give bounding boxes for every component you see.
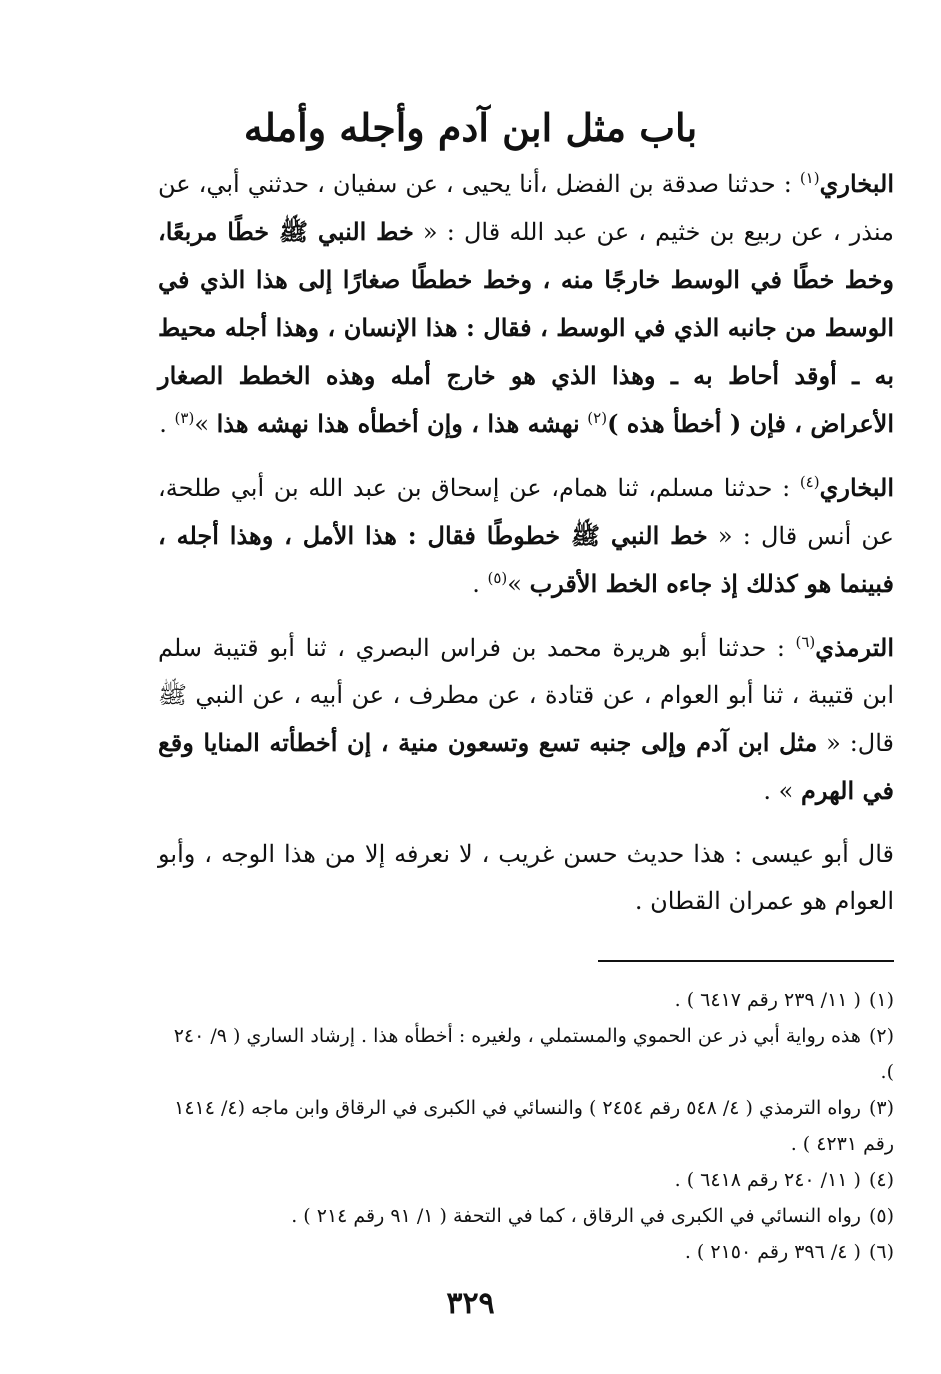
quote-close: » (194, 410, 209, 438)
page-number: ٣٢٩ (446, 1286, 495, 1321)
footnote-ref[interactable]: (٣) (174, 409, 195, 427)
footnote-ref[interactable]: (١) (799, 169, 820, 187)
isnad-text: : حدثنا مسلم، ثنا همام، عن إسحاق بن عبد الله بن أبي طلحة، عن أنس قال : « (158, 474, 894, 550)
footnote-number: (٥) (868, 1205, 894, 1227)
footnote-number: (٢) (868, 1025, 894, 1047)
footnote-ref[interactable]: (٢) (587, 409, 608, 427)
period: . (159, 410, 167, 438)
footnote-item (158, 1234, 894, 1270)
footnote-text: رواه النسائي في الكبرى في الرقاق ، كما في التحفة ( ١/ ٩١ رقم ٢١٤ ) . (291, 1205, 861, 1227)
hadith-paragraph-3 (158, 624, 894, 815)
hadith-paragraph-1 (158, 160, 894, 448)
footnote-text: رواه الترمذي ( ٤/ ٥٤٨ رقم ٢٤٥٤ ) والنسائي في الكبرى في الرقاق وابن ماجه (٤/ ١٤١٤ رقم ٤٢٣١ ) . (174, 1097, 894, 1155)
quote-close: » . (763, 777, 794, 805)
matn-text: مثل ابن آدم وإلى جنبه تسع وتسعون منية ، إن أخطأته المنايا وقع في الهرم (158, 728, 894, 805)
footnote-ref[interactable]: (٦) (795, 633, 816, 651)
chapter-title: باب مثل ابن آدم وأجله وأمله (243, 105, 698, 150)
footnote-text: ( ١١/ ٢٤٠ رقم ٦٤١٨ ) . (674, 1169, 861, 1191)
footnote-ref[interactable]: (٥) (487, 569, 508, 587)
quote-close: » (507, 570, 522, 598)
matn-text: خط النبي ﷺ خطًا مربعًا، وخط خطًا في الوسط خارجًا منه ، وخط خططًا صغارًا إلى هذا الذي في الوسط من جانبه الذي في الوسط ، فقال : هذا الإنسان ، وهذا أجله محيط به ـ أوقد أحاط به ـ وهذا الذي هو خارج أمله وهذه الخطط الصغار الأعراض ، فإن ( أخطأ هذه ) (158, 217, 894, 438)
footnote-number: (٣) (868, 1097, 894, 1119)
source-name: الترمذي (815, 633, 894, 662)
footnote-text: ( ١١/ ٢٣٩ رقم ٦٤١٧ ) . (674, 989, 861, 1011)
source-name: البخاري (819, 473, 894, 502)
isnad-text: : حدثنا أبو هريرة محمد بن فراس البصري ، ثنا أبو قتيبة سلم ابن قتيبة ، ثنا أبو العوام ، عن قتادة ، عن مطرف ، عن أبيه ، عن النبي ﷺ قال: « (158, 634, 895, 757)
period: . (472, 570, 480, 598)
main-text (158, 160, 894, 925)
footnote-number: (١) (868, 989, 894, 1011)
footnote-text: هذه رواية أبي ذر عن الحموي والمستملي ، ولغيره : أخطأه هذا . إرشاد الساري ( ٩/ ٢٤٠ ). (173, 1025, 894, 1083)
footnotes (158, 982, 894, 1270)
hadith-paragraph-2 (158, 464, 894, 608)
footnote-item (158, 1198, 894, 1234)
footnote-number: (٤) (868, 1169, 894, 1191)
footnote-number: (٦) (868, 1241, 894, 1263)
footnote-item (158, 1090, 894, 1162)
footnote-item (158, 982, 894, 1018)
footnote-divider (598, 960, 894, 962)
isnad-text: : حدثنا صدقة بن الفضل ،أنا يحيى ، عن سفيان ، حدثني أبي، عن منذر ، عن ربيع بن خثيم ، عن عبد الله قال : « (158, 170, 894, 246)
footnote-ref[interactable]: (٤) (799, 473, 820, 491)
source-name: البخاري (819, 169, 894, 198)
footnote-text: ( ٤/ ٣٩٦ رقم ٢١٥٠ ) . (684, 1241, 861, 1263)
matn-text: نهشه هذا ، وإن أخطأه هذا نهشه هذا (216, 409, 580, 438)
footnote-item (158, 1018, 894, 1090)
matn-text: خط النبي ﷺ خطوطًا فقال : هذا الأمل ، وهذا أجله ، فبينما هو كذلك إذ جاءه الخط الأقرب (158, 521, 894, 598)
commentary-paragraph: قال أبو عيسى : هذا حديث حسن غريب ، لا نعرفه إلا من هذا الوجه ، وأبو العوام هو عمران القطان . (158, 840, 894, 915)
footnote-item (158, 1162, 894, 1198)
